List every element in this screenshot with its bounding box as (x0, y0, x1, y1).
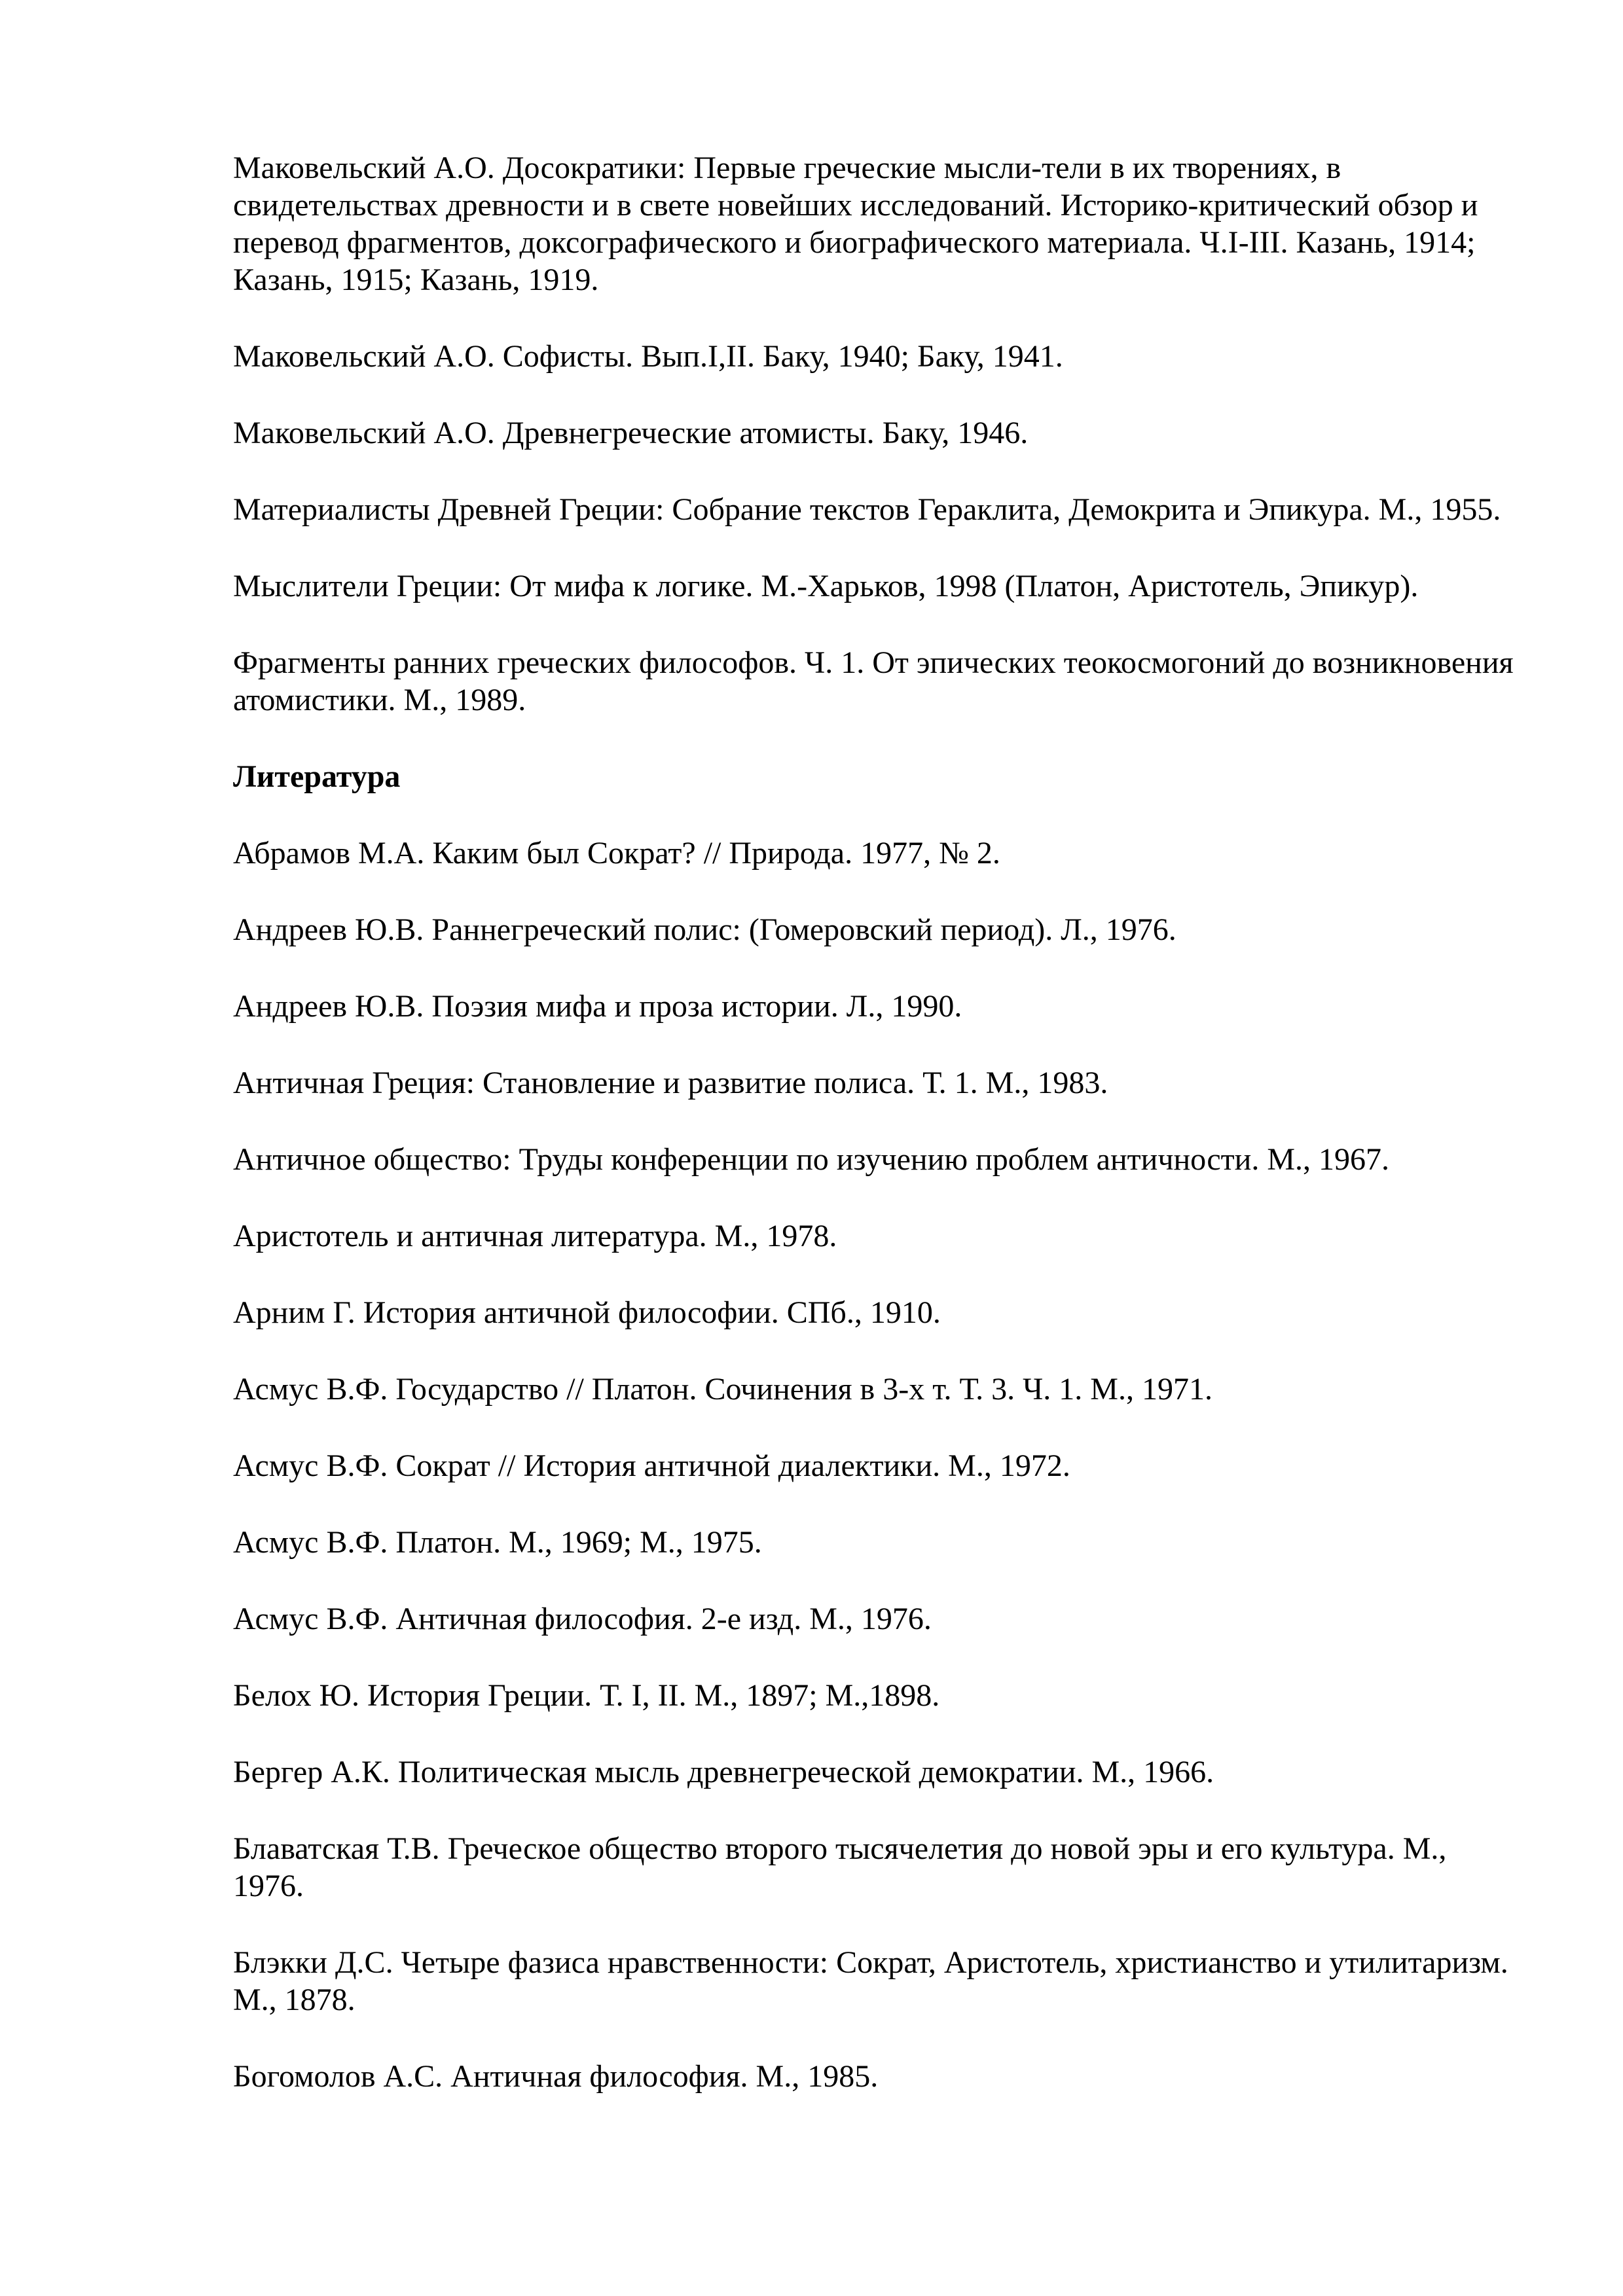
literature-entry: Асмус В.Ф. Государство // Платон. Сочинения в 3-х т. Т. 3. Ч. 1. М., 1971. (233, 1372, 1213, 1407)
source-entry: Мыслители Греции: От мифа к логике. М.-Харьков, 1998 (Платон, Аристотель, Эпикур). (233, 569, 1419, 603)
source-entry: Маковельский А.О. Древнегреческие атомисты. Баку, 1946. (233, 416, 1029, 450)
literature-entry: Арним Г. История античной философии. СПб., 1910. (233, 1295, 941, 1330)
literature-entry: Андреев Ю.В. Раннегреческий полис: (Гомеровский период). Л., 1976. (233, 912, 1176, 947)
literature-entry: Богомолов А.С. Античная философия. М., 1985. (233, 2059, 879, 2094)
document-page (233, 149, 1516, 2134)
literature-entry: Блаватская Т.В. Греческое общество второго тысячелетия до новой эры и его культура. М., 1976. (233, 1831, 1447, 1903)
literature-entry: Белох Ю. История Греции. Т. I, II. М., 1897; М.,1898. (233, 1678, 940, 1713)
literature-entry: Андреев Ю.В. Поэзия мифа и проза истории. Л., 1990. (233, 989, 962, 1024)
literature-entry: Асмус В.Ф. Сократ // История античной диалектики. М., 1972. (233, 1448, 1070, 1483)
source-entry: Фрагменты ранних греческих философов. Ч. 1. От эпических теокосмогоний до возникновения атомистики. М., 1989. (233, 645, 1514, 717)
literature-entry: Бергер А.К. Политическая мысль древнегреческой демократии. М., 1966. (233, 1755, 1214, 1789)
source-entry: Маковельский А.О. Досократики: Первые греческие мысли-тели в их творениях, в свидетельствах древности и в свете новейших исследований. Историко-критический обзор и перевод фрагментов, доксографического и биографического материала. Ч.I-III. Казань, 1914; Казань, 1915; Казань, 1919. (233, 151, 1478, 297)
literature-entry: Асмус В.Ф. Античная философия. 2-е изд. М., 1976. (233, 1602, 932, 1636)
literature-entry: Абрамов М.А. Каким был Сократ? // Природа. 1977, № 2. (233, 836, 1000, 870)
literature-entry: Блэкки Д.С. Четыре фазиса нравственности: Сократ, Аристотель, христианство и утилитаризм. М., 1878. (233, 1945, 1508, 2017)
source-entry: Маковельский А.О. Софисты. Вып.I,II. Баку, 1940; Баку, 1941. (233, 339, 1063, 374)
literature-heading: Литература (233, 759, 401, 794)
source-entry: Материалисты Древней Греции: Собрание текстов Гераклита, Демокрита и Эпикура. М., 1955. (233, 492, 1501, 527)
literature-entry: Аристотель и античная литература. М., 1978. (233, 1219, 837, 1253)
literature-entry: Античное общество: Труды конференции по изучению проблем античности. М., 1967. (233, 1142, 1389, 1177)
literature-entry: Античная Греция: Становление и развитие полиса. Т. 1. М., 1983. (233, 1066, 1108, 1100)
literature-entry: Асмус В.Ф. Платон. М., 1969; М., 1975. (233, 1525, 762, 1560)
